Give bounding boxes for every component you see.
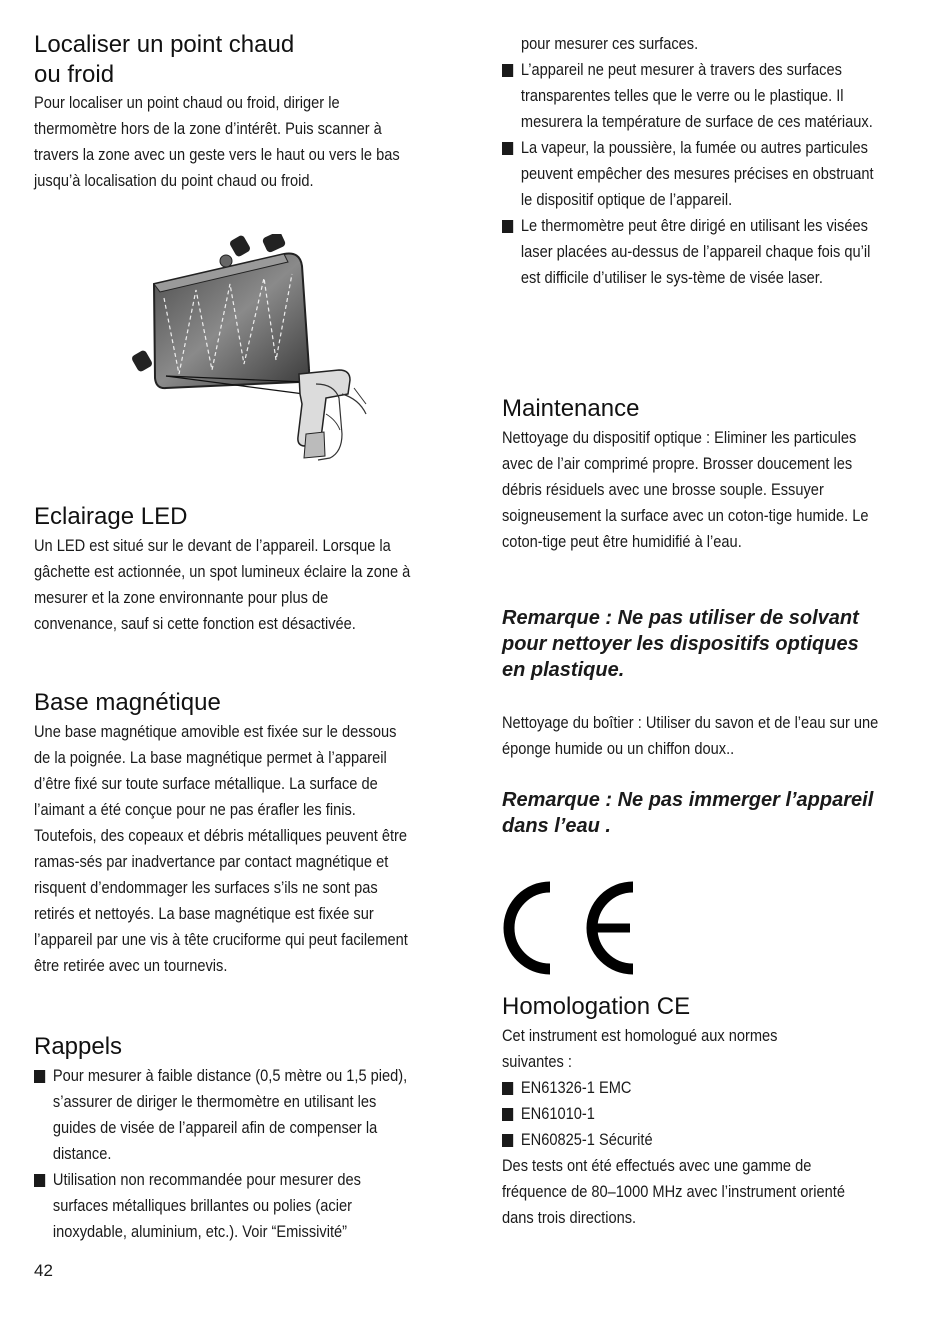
thermometer-scan-illustration bbox=[104, 234, 374, 474]
reminders-list-continued bbox=[502, 57, 880, 291]
section-title-led: Eclairage LED bbox=[34, 503, 188, 530]
magnet-text: Une base magnétique amovible est fixée sur le dessous de la poignée. La base magnétique permet à l’appareil d’être fixé sur toute surface métallique. La surface de l’aimant a été conçue pour ne pas érafler les finis. Toutefois, des copeaux et débris métalliques peuvent être ramas-sés par inadvertance par contact magnétique et risquent d’endommager les surfaces s’ils ne sont pas retirés et nettoyés. La base magnétique est fixée sur l’appareil par une vis à tête cruciforme qui peut facilement être retirée avec un tournevis. bbox=[34, 722, 408, 975]
section-title-maintenance: Maintenance bbox=[502, 395, 640, 422]
list-item: EN61326-1 EMC bbox=[502, 1075, 880, 1101]
list-item: EN61010-1 bbox=[502, 1101, 880, 1127]
ce-standards-list bbox=[502, 1075, 880, 1153]
led-text: Un LED est situé sur le devant de l’appareil. Lorsque la gâchette est actionnée, un spot lumineux éclaire la zone à mesurer et la zone environnante pour plus de convenance, sauf si cette fonction est désactivée. bbox=[34, 536, 411, 633]
remark-solvent: Remarque : Ne pas utiliser de solvant pour nettoyer les dispositifs optiques en plastique. bbox=[502, 607, 859, 681]
ce-mark-logo bbox=[502, 878, 642, 978]
maintenance-text: Nettoyage du dispositif optique : Eliminer les particules avec de l’air comprimé propre. Brosser doucement les débris résiduels avec une brosse souple. Essuyer soigneusement la surface avec un coton-tige humide. Le coton-tige peut être humidifié à l’eau. bbox=[502, 428, 869, 551]
list-item: Utilisation non recommandée pour mesurer des surfaces métalliques brillantes ou polies (acier inoxydable, aluminium, etc.). Voir “Emissivité” bbox=[34, 1167, 412, 1245]
title-line-1: Localiser un point chaud bbox=[34, 31, 295, 58]
ce-outro: Des tests ont été effectués avec une gamme de fréquence de 80–1000 MHz avec l’instrument orienté dans trois directions. bbox=[502, 1156, 845, 1227]
housing-cleaning-text: Nettoyage du boîtier : Utiliser du savon et de l’eau sur une éponge humide ou un chiffon doux.. bbox=[502, 713, 879, 758]
ce-intro: Cet instrument est homologué aux normes suivantes : bbox=[502, 1026, 778, 1071]
reminders-continuation: pour mesurer ces surfaces. bbox=[521, 34, 699, 53]
list-item: L’appareil ne peut mesurer à travers des surfaces transparentes telles que le verre ou le plastique. Il mesurera la température de surface de ces matériaux. bbox=[502, 57, 880, 135]
section-title-hot-cold bbox=[34, 30, 294, 90]
remark-immersion: Remarque : Ne pas immerger l’appareil dans l’eau . bbox=[502, 789, 874, 837]
section-title-reminders: Rappels bbox=[34, 1033, 123, 1060]
list-item: Pour mesurer à faible distance (0,5 mètre ou 1,5 pied), s’assurer de diriger le thermomètre en utilisant les guides de visée de l’appareil afin de compenser la distance. bbox=[34, 1063, 412, 1167]
section-title-magnet: Base magnétique bbox=[34, 689, 221, 716]
list-item: Le thermomètre peut être dirigé en utilisant les visées laser placées au-dessus de l’appareil chaque fois qu’il est difficile d’utiliser le sys-tème de visée laser. bbox=[502, 213, 880, 291]
section-title-ce: Homologation CE bbox=[502, 993, 691, 1020]
title-line-2: ou froid bbox=[34, 61, 115, 88]
hot-cold-text: Pour localiser un point chaud ou froid, diriger le thermomètre hors de la zone d’intérêt. Puis scanner à travers la zone avec un geste vers le haut ou vers le bas jusqu’à localisation du point chaud ou froid. bbox=[34, 93, 400, 190]
list-item: EN60825-1 Sécurité bbox=[502, 1127, 880, 1153]
page-number: 42 bbox=[34, 1261, 53, 1280]
reminders-list bbox=[34, 1063, 412, 1245]
list-item: La vapeur, la poussière, la fumée ou autres particules peuvent empêcher des mesures précises en obstruant le dispositif optique de l’appareil. bbox=[502, 135, 880, 213]
